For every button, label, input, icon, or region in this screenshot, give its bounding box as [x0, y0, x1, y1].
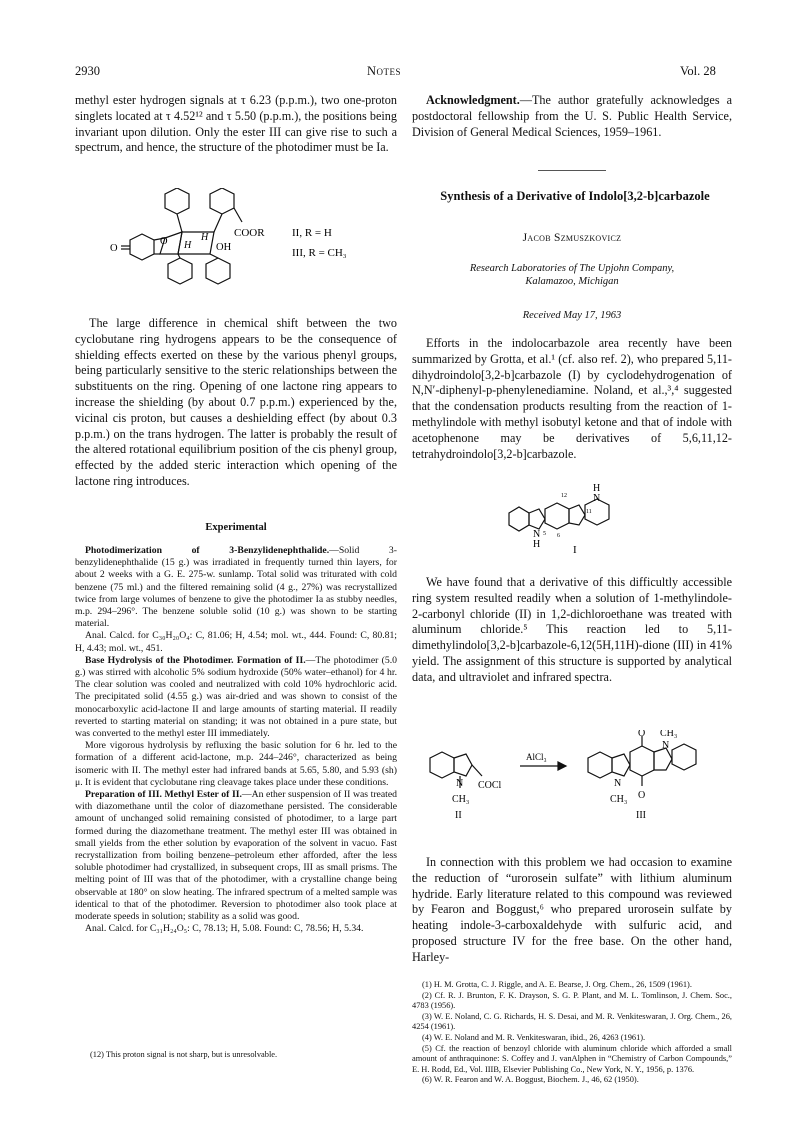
structure-figure-reaction: [420, 730, 730, 830]
paragraph-discussion: The large difference in chemical shift between the two cyclobutane ring hydrogens appears to be the consequence of shielding effects exerted on these by the various phenyl groups, being particularly sensitive to the steric relationships between the substituents on the ring. Opening of one lactone ring appears to increase the shielding (by about 0.7 p.p.m.) experienced by the, vicinal cis proton, but causes a deshielding effect (by about 0.3 p.p.m.) on the trans hydrogen. The latter is probably the result of the altered rotational equilibrium position of the cis phenyl group, effected by the added steric interaction which opening of the lactone ring introduces.: [75, 316, 397, 488]
fig1-coor-label: COOR: [234, 227, 265, 239]
paragraph-urorosein: In connection with this problem we had occasion to examine the reduction of “urorosein sulfate” with lithium aluminum hydride. Early literature related to this compound was reviewed by Fearon and Boggust,⁶ who prepared urorosein sulfate by heating indole-3-carboxaldehyde with sulfuric acid, and proposed structure IV for the free base. On the other hand, Harley-: [412, 855, 732, 964]
exp2-title: Base Hydrolysis of the Photodimer. Formation of II.: [85, 654, 306, 666]
fig2-h-bot: H: [533, 539, 541, 550]
fig1-oh-label: OH: [216, 242, 232, 253]
fig1-o2-label: O: [160, 236, 168, 247]
fig2-pos-5: 5: [543, 531, 546, 537]
right-paragraph-3: [412, 855, 732, 966]
fig2-n-top: N: [593, 493, 601, 504]
running-head: Notes: [367, 64, 402, 78]
author: Jacob Szmuszkovicz: [522, 232, 622, 244]
fig3-o-bot: O: [638, 790, 646, 801]
fig2-pos-12: 12: [561, 493, 567, 499]
fig3-cocl: COCl: [478, 780, 502, 791]
fig3-label-2: II: [455, 810, 462, 821]
fig3-n-top: N: [662, 740, 670, 751]
exp3-title: Preparation of III. Methyl Ester of II.: [85, 789, 242, 801]
fig1-legend-2: III, R = CH₃: [292, 247, 347, 259]
fig2-label: I: [573, 544, 577, 555]
paragraph-found: We have found that a derivative of this difficultly accessible ring system resulted readily when a solution of 1-methylindole-2-carbonyl chloride (II) in 1,2-dichloroethane was treated with aluminum chloride.⁵ This reaction led to 5,11-dimethylindolo[3,2-b]carbazole-6,12(5H,11H)-dione (III) in 41% yield. The assignment of this structure is supported by analytical data, and ultraviolet and infrared spectra.: [412, 575, 732, 684]
fig1-h2-label: H: [201, 232, 209, 243]
fig2-pos-6: 6: [557, 533, 560, 539]
fig3-ch3-top: CH₃: [660, 730, 678, 739]
structure-figure-indolocarbazole: [505, 483, 640, 555]
experimental-heading: Experimental: [205, 522, 267, 533]
exp1-text: —Solid 3-benzylidenephthalide (15 g.) was irradiated in frequently turned thin layers, for about 2 weeks with a G. E. 275-w. sunlamp. Total solid was triturated with cold benzene (75 ml.) and the filtered remaining solid (4 g., 27%) was recrystallized twice from large volumes of benzene to give the photodimer Ia as stubby needles, m.p. 294–296°. The benzene soluble solid (10 g.) was shown to be starting material.: [75, 545, 397, 630]
fig2-h-top: H: [593, 483, 601, 494]
exp2-text: —The photodimer (5.0 g.) was stirred with alcoholic 5% sodium hydroxide (50% water–ethanol) for 4 hr. The clear solution was cooled and neutralized with cold 10% hydrochloric acid. The precipitated solid (4.55 g.) was air-dried and was shown to consist of the monocarboxylic acid-lactone II and large amounts of starting material. II readily reverted to starting material on standing; it was not obtained in a pure state, but was converted to the methyl ester III immediately.: [75, 654, 397, 740]
fig1-h1-label: H: [184, 240, 192, 251]
fig3-ch3-1: CH₃: [452, 794, 470, 805]
exp1-title: Photodimerization of 3-Benzylidenephthalide.: [85, 545, 330, 556]
fig1-legend-1: II, R = H: [292, 227, 332, 239]
received-date: Received May 17, 1963: [522, 310, 622, 321]
left-column: [75, 93, 397, 156]
acknowledgment: [412, 93, 732, 140]
exp2b-text: More vigorous hydrolysis by refluxing the basic solution for 6 hr. led to the formation of a different acid-lactone, m.p. 244–246°, characterized as being isomeric with II. The methyl ester had infrared bands at 5.65, 5.80, and 5.93 (sh) μ. It is evident that cyclobutane ring cleavage takes place under these conditions.: [75, 740, 397, 788]
page-number: 2930: [75, 64, 100, 78]
paragraph-efforts: Efforts in the indolocarbazole area recently have been summarized by Grotta, et al.¹ (cf. also ref. 2), who prepared 5,11-dihydroindolo[3,2-b]carbazole (I) by cyclodehydrogenation of N,N′-diphenyl-p-phenylenediamine. Noland, et al.,³,⁴ suggested that the condensation products resulting from the reaction of 1-methylindole with methyl isobutyl ketone and that of indole with acetophenone may be derivatives of 5,6,11,12-tetrahydroindolo[3,2-b]carbazole.: [412, 336, 732, 461]
anal-1: Anal. Calcd. for C₃₀H₂₀O₄: C, 81.06; H, 4.54; mol. wt., 444. Found: C, 80.81; H, 4.43; mol. wt., 451.: [75, 630, 397, 654]
footnote-3: (3) W. E. Noland, C. G. Richards, H. S. Desai, and M. R. Venkiteswaran, J. Org. Chem., 26, 4254 (1961).: [412, 1011, 732, 1032]
fig3-ch3-bot: CH₃: [610, 794, 628, 805]
experimental-section: [75, 545, 397, 936]
fig2-n-bot: N: [533, 529, 541, 540]
fig3-reagent: AlCl₃: [526, 752, 547, 762]
paragraph-intro: methyl ester hydrogen signals at τ 6.23 (p.p.m.), two one-proton singlets located at τ 4.52¹² and τ 5.50 (p.p.m.), the positions being invariant upon dilution. Only the ester III can give rise to such a spectrum, and hence, the structure of the photodimer must be Ia.: [75, 93, 397, 155]
fig2-pos-11: 11: [586, 509, 592, 515]
fig3-n1: N: [456, 778, 464, 789]
structure-figure-photodimer: [110, 188, 380, 298]
right-paragraph-2: [412, 575, 732, 686]
fig3-o-top: O: [638, 730, 646, 739]
footnote-12: (12) This proton signal is not sharp, but is unresolvable.: [90, 1050, 278, 1059]
article-title: Synthesis of a Derivative of Indolo[3,2-b]carbazole: [440, 189, 710, 203]
ack-text: —The author gratefully acknowledges a postdoctoral fellowship from the U. S. Public Health Service, Division of General Medical Sciences, 1959–1961.: [412, 93, 732, 139]
exp3-text: —An ether suspension of II was treated with diazomethane until the color of diazomethane persisted. The considerable amount of unchanged solid remaining consisted of photodimer, to a large part formed during the diazomethane treatment. The methyl ester III was obtained in small yields from the ether solution by evaporation of the solvent in vacuo. Fast recrystallization from boiling benzene–petroleum ether afforded, after the less soluble photodimer had crystallized, in subsequent crops, III as small prisms. The melting point of III was that of the photodimer, with a crystalline change being observable at 180° on slow heating. The infrared spectrum of a melted sample was identical to that of the photodimer. Reversion to photodimer also took place at moderate speeds in solution; stability as a solid was good.: [75, 789, 397, 923]
footnote-6: (6) W. R. Fearon and W. A. Boggust, Biochem. J., 46, 62 (1950).: [422, 1075, 639, 1085]
fig3-label-3: III: [636, 810, 646, 821]
volume-label: Vol. 28: [680, 64, 716, 78]
fig1-o1-label: O: [110, 243, 118, 254]
anal-2: Anal. Calcd. for C₃₁H₂₄O₅: C, 78.13; H, 5.08. Found: C, 78.56; H, 5.34.: [85, 923, 364, 935]
fig3-n-bot: N: [614, 778, 622, 789]
left-column-2: [75, 316, 397, 490]
divider-rule: [538, 170, 606, 171]
right-paragraph-1: [412, 336, 732, 462]
footnote-4: (4) W. E. Noland and M. R. Venkiteswaran, ibid., 26, 4263 (1961).: [422, 1032, 646, 1042]
footnote-1: (1) H. M. Grotta, C. J. Riggle, and A. E. Bearse, J. Org. Chem., 26, 1509 (1961).: [422, 980, 692, 989]
footnotes-right: [412, 980, 732, 1086]
ack-title: Acknowledgment.: [426, 93, 520, 107]
affiliation: Research Laboratories of The Upjohn Company, Kalamazoo, Michigan: [469, 263, 675, 287]
footnote-5: (5) Cf. the reaction of benzoyl chloride with aluminum chloride which afforded a small amount of anthraquinone: S. Coffey and J. vanAlphen in “Chemistry of Carbon Compounds,” E. H. Rodd, Ed., Vol. IIIB, Elsevier Publishing Co., New York, N. Y., 1956, p. 1376.: [412, 1043, 732, 1074]
footnote-2: (2) Cf. R. J. Brunton, F. K. Drayson, S. G. P. Plant, and M. L. Tomlinson, J. Chem. Soc., 4783 (1956).: [412, 990, 732, 1011]
